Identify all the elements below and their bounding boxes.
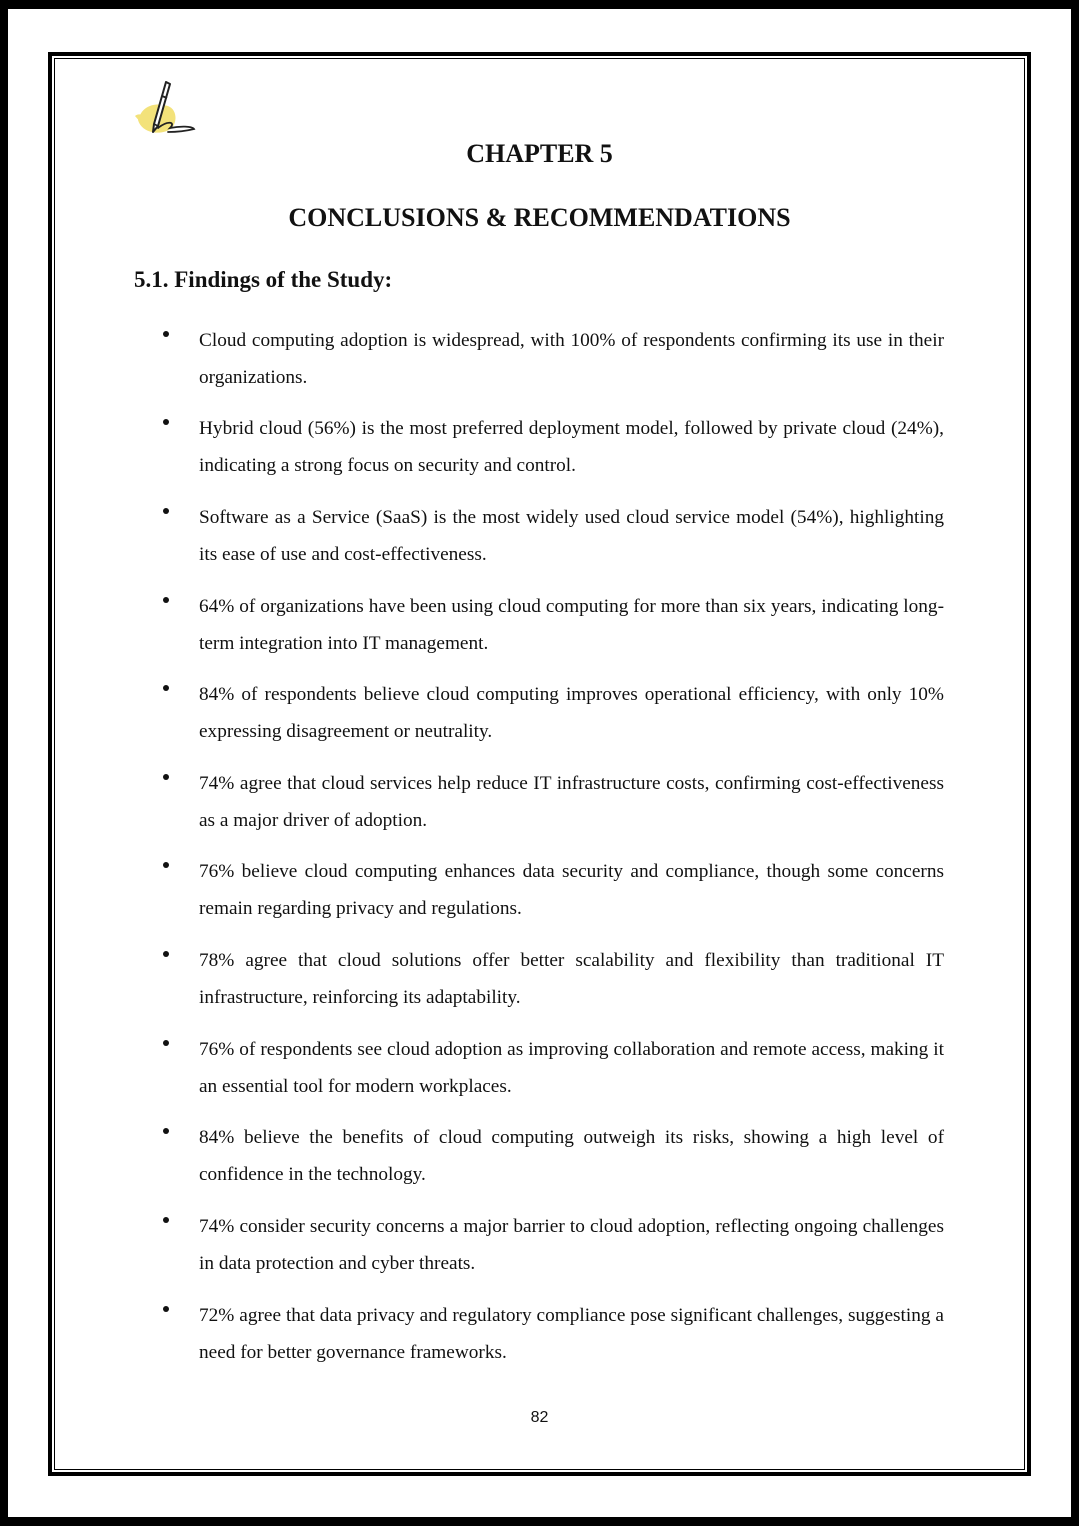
bullet-icon bbox=[163, 508, 169, 514]
finding-text: 72% agree that data privacy and regulatory compliance pose significant challenges, suggesting a need for better governance frameworks. bbox=[199, 1305, 944, 1363]
finding-text: Hybrid cloud (56%) is the most preferred deployment model, followed by private cloud (24%), indicating a strong focus on security and control. bbox=[199, 418, 944, 476]
finding-text: 76% believe cloud computing enhances data security and compliance, though some concerns remain regarding privacy and regulations. bbox=[199, 861, 944, 919]
finding-text: 78% agree that cloud solutions offer better scalability and flexibility than traditional IT infrastructure, reinforcing its adaptability. bbox=[199, 950, 944, 1008]
bullet-icon bbox=[163, 862, 169, 868]
finding-text: 76% of respondents see cloud adoption as improving collaboration and remote access, making it an essential tool for modern workplaces. bbox=[199, 1039, 944, 1097]
bullet-icon bbox=[163, 331, 169, 337]
bullet-icon bbox=[163, 1040, 169, 1046]
page-number: 82 bbox=[530, 1409, 549, 1426]
finding-text: 84% of respondents believe cloud computing improves operational efficiency, with only 10% expressing disagreement or neutrality. bbox=[199, 684, 944, 742]
bullet-icon bbox=[163, 1217, 169, 1223]
bullet-icon bbox=[163, 774, 169, 780]
bullet-icon bbox=[163, 1128, 169, 1134]
finding-text: Software as a Service (SaaS) is the most widely used cloud service model (54%), highlighting its ease of use and cost-effectiveness. bbox=[199, 507, 944, 565]
chapter-title: CHAPTER 5 bbox=[466, 139, 613, 168]
pen-writing-icon bbox=[132, 76, 202, 138]
chapter-subtitle: CONCLUSIONS & RECOMMENDATIONS bbox=[288, 203, 791, 232]
finding-text: 74% agree that cloud services help reduce IT infrastructure costs, confirming cost-effectiveness as a major driver of adoption. bbox=[199, 773, 944, 831]
finding-text: 64% of organizations have been using cloud computing for more than six years, indicating long-term integration into IT management. bbox=[199, 596, 944, 654]
bullet-icon bbox=[163, 685, 169, 691]
bullet-icon bbox=[163, 1306, 169, 1312]
bullet-icon bbox=[163, 597, 169, 603]
finding-text: 84% believe the benefits of cloud computing outweigh its risks, showing a high level of confidence in the technology. bbox=[199, 1127, 944, 1185]
section-heading: 5.1. Findings of the Study: bbox=[134, 267, 393, 292]
finding-text: 74% consider security concerns a major barrier to cloud adoption, reflecting ongoing challenges in data protection and cyber threats. bbox=[199, 1216, 944, 1274]
bullet-icon bbox=[163, 419, 169, 425]
bullet-icon bbox=[163, 951, 169, 957]
finding-text: Cloud computing adoption is widespread, with 100% of respondents confirming its use in their organizations. bbox=[199, 330, 944, 388]
